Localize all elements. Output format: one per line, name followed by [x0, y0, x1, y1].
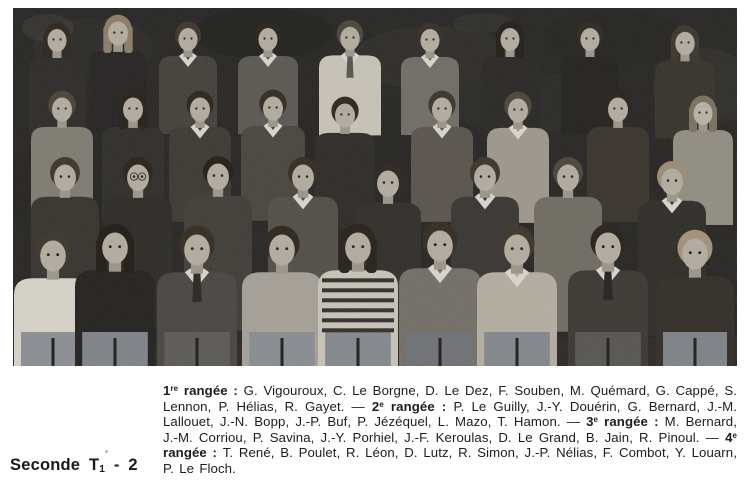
photo-grain-overlay: [13, 8, 737, 366]
class-photo-svg: [13, 8, 737, 366]
scan-speck: [105, 450, 108, 453]
class-label: Seconde $T_1 - 2$: [10, 456, 138, 476]
photo-caption: 1re rangée : G. Vigouroux, C. Le Borgne, D. Le Dez, F. Souben, M. Quémard, G. Cappé, S. Lennon, P. Hélias, R. Gayet. — 2e rangée : P. Le Guilly, J.-Y. Douérin, G. Bernard, J.-M. Lallouet, J.-N. Bopp, J.-P. Buf, P. Jézéquel, L. Mazo, T. Hamon. — 3e rangée : M. Bernard, J.-M. Corriou, P. Savina, J.-Y. Porhiel, J.-F. Keroulas, D. Le Grand, B. Jain, R. Pinoul. — 4e rangée : T. René, B. Poulet, R. Léon, D. Lutz, R. Simon, J.-P. Nélias, F. Combot, Y. Louarn, P. Le Floch.: [163, 383, 738, 476]
class-photo: [13, 8, 737, 366]
